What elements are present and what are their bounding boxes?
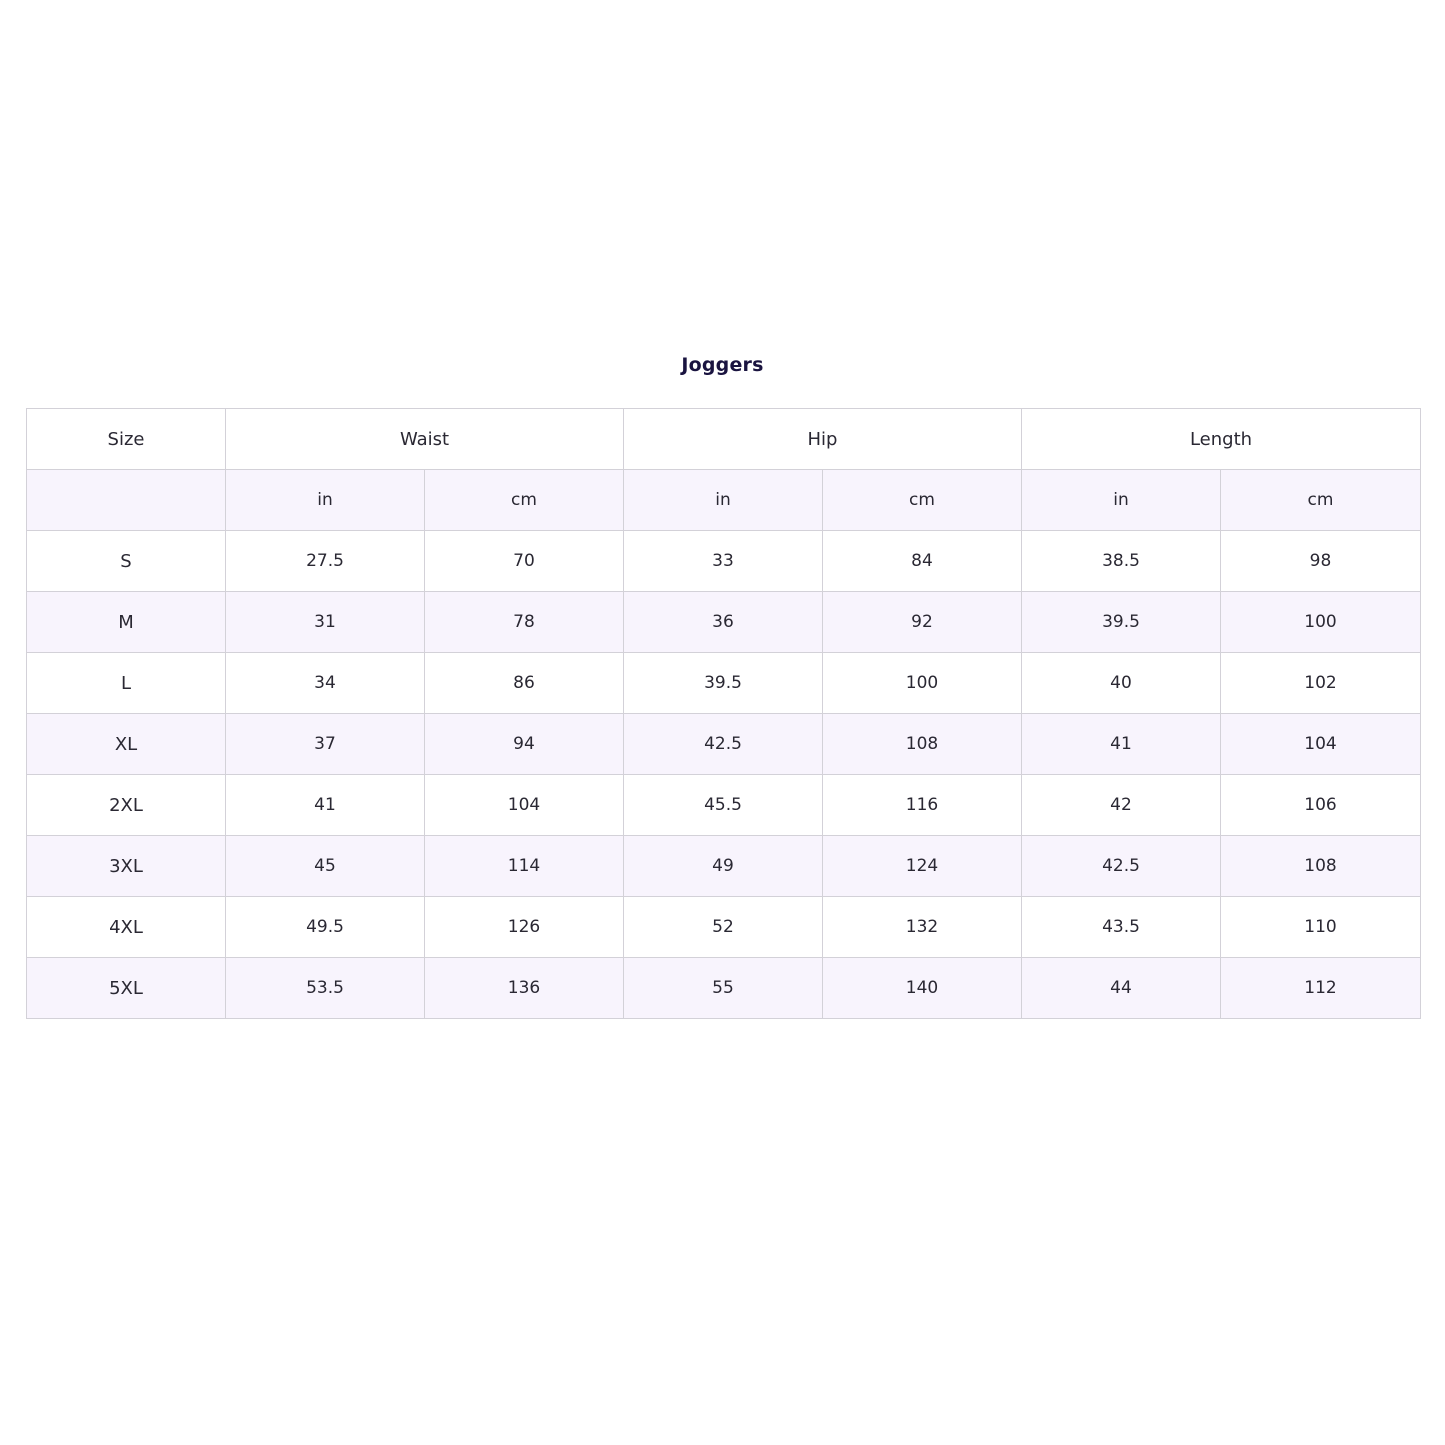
measurement-cell: 42 [1022, 775, 1221, 836]
size-cell: XL [27, 714, 226, 775]
measurement-cell: 43.5 [1022, 897, 1221, 958]
measurement-cell: 104 [425, 775, 624, 836]
measurement-cell: 132 [823, 897, 1022, 958]
size-chart-table [26, 408, 1421, 1019]
measurement-cell: 27.5 [226, 531, 425, 592]
measurement-cell: 39.5 [624, 653, 823, 714]
unit-cell: cm [425, 470, 624, 531]
measurement-cell: 39.5 [1022, 592, 1221, 653]
measurement-cell: 49.5 [226, 897, 425, 958]
measurement-cell: 45.5 [624, 775, 823, 836]
measurement-cell: 114 [425, 836, 624, 897]
size-cell: L [27, 653, 226, 714]
measurement-cell: 124 [823, 836, 1022, 897]
measurement-cell: 136 [425, 958, 624, 1019]
unit-cell: cm [1221, 470, 1421, 531]
table-row [27, 958, 1421, 1019]
measurement-cell: 44 [1022, 958, 1221, 1019]
measurement-cell: 78 [425, 592, 624, 653]
measurement-cell: 36 [624, 592, 823, 653]
measurement-cell: 140 [823, 958, 1022, 1019]
units-empty-cell [27, 470, 226, 531]
size-cell: M [27, 592, 226, 653]
size-cell: S [27, 531, 226, 592]
table-row [27, 897, 1421, 958]
size-cell: 4XL [27, 897, 226, 958]
measurement-cell: 98 [1221, 531, 1421, 592]
header-hip: Hip [624, 409, 1022, 470]
measurement-cell: 108 [1221, 836, 1421, 897]
measurement-cell: 37 [226, 714, 425, 775]
table-row [27, 592, 1421, 653]
size-cell: 5XL [27, 958, 226, 1019]
measurement-cell: 42.5 [1022, 836, 1221, 897]
table-row [27, 653, 1421, 714]
unit-cell: in [1022, 470, 1221, 531]
table-row [27, 531, 1421, 592]
measurement-cell: 38.5 [1022, 531, 1221, 592]
measurement-cell: 40 [1022, 653, 1221, 714]
measurement-cell: 34 [226, 653, 425, 714]
measurement-cell: 86 [425, 653, 624, 714]
measurement-cell: 49 [624, 836, 823, 897]
measurement-cell: 108 [823, 714, 1022, 775]
measurement-cell: 126 [425, 897, 624, 958]
unit-cell: in [624, 470, 823, 531]
measurement-cell: 41 [226, 775, 425, 836]
header-length: Length [1022, 409, 1421, 470]
size-cell: 3XL [27, 836, 226, 897]
measurement-cell: 100 [1221, 592, 1421, 653]
header-waist: Waist [226, 409, 624, 470]
measurement-cell: 110 [1221, 897, 1421, 958]
units-row [27, 470, 1421, 531]
measurement-cell: 112 [1221, 958, 1421, 1019]
header-row [27, 409, 1421, 470]
header-size: Size [27, 409, 226, 470]
measurement-cell: 45 [226, 836, 425, 897]
size-cell: 2XL [27, 775, 226, 836]
measurement-cell: 116 [823, 775, 1022, 836]
measurement-cell: 70 [425, 531, 624, 592]
measurement-cell: 84 [823, 531, 1022, 592]
measurement-cell: 53.5 [226, 958, 425, 1019]
measurement-cell: 100 [823, 653, 1022, 714]
measurement-cell: 102 [1221, 653, 1421, 714]
measurement-cell: 52 [624, 897, 823, 958]
unit-cell: cm [823, 470, 1022, 531]
measurement-cell: 106 [1221, 775, 1421, 836]
table-row [27, 775, 1421, 836]
measurement-cell: 55 [624, 958, 823, 1019]
measurement-cell: 33 [624, 531, 823, 592]
unit-cell: in [226, 470, 425, 531]
table-row [27, 836, 1421, 897]
measurement-cell: 92 [823, 592, 1022, 653]
measurement-cell: 41 [1022, 714, 1221, 775]
measurement-cell: 94 [425, 714, 624, 775]
measurement-cell: 104 [1221, 714, 1421, 775]
table-row [27, 714, 1421, 775]
page-title: Joggers [681, 354, 764, 376]
measurement-cell: 31 [226, 592, 425, 653]
measurement-cell: 42.5 [624, 714, 823, 775]
